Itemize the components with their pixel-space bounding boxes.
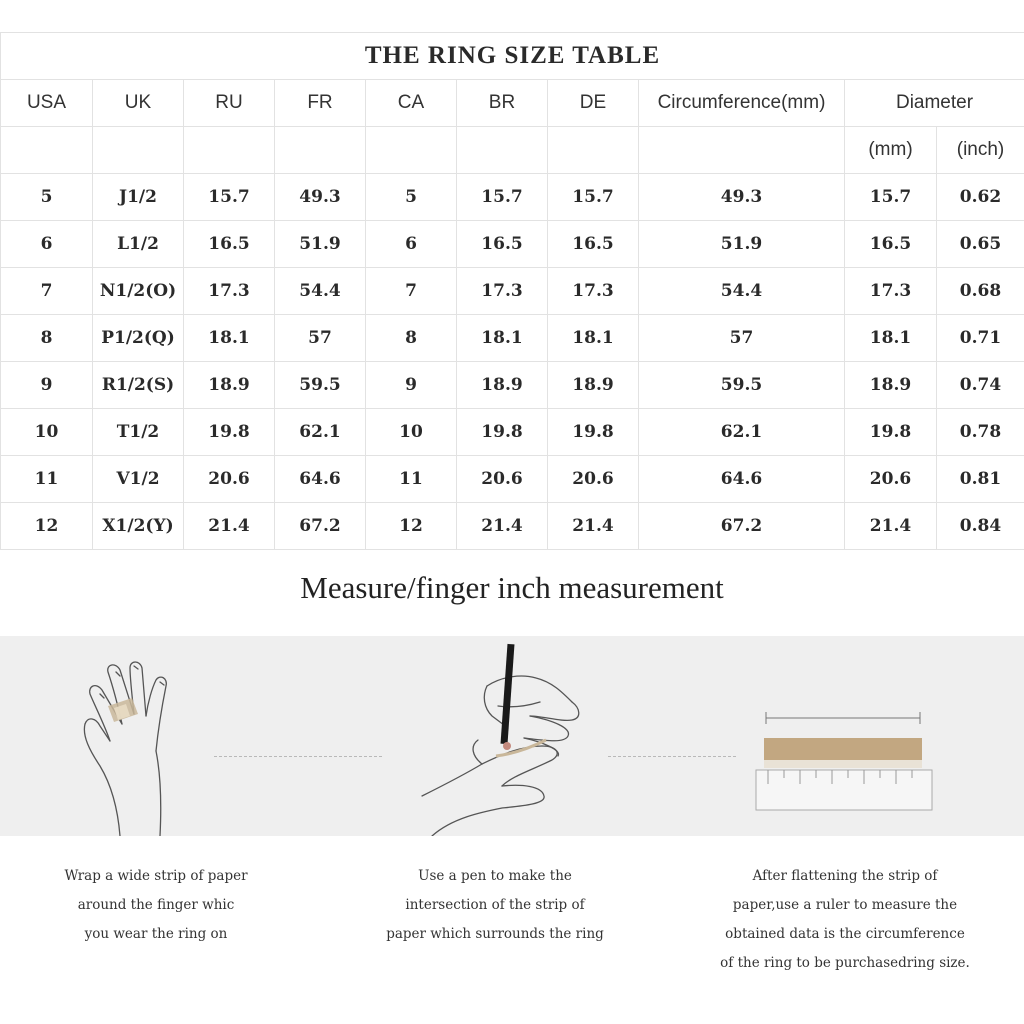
empty-cell — [366, 127, 457, 174]
header-ru: RU — [184, 80, 275, 127]
table-cell: 64.6 — [275, 456, 366, 503]
table-cell: 0.81 — [937, 456, 1024, 503]
table-cell: 19.8 — [845, 409, 937, 456]
table-row — [1, 268, 1024, 315]
table-cell: 12 — [1, 503, 93, 550]
table-cell: 18.9 — [845, 362, 937, 409]
table-cell: 8 — [1, 315, 93, 362]
table-cell: 18.9 — [548, 362, 639, 409]
table-cell: 0.71 — [937, 315, 1024, 362]
diameter-unit-inch: (inch) — [937, 127, 1024, 174]
caption-line: Wrap a wide strip of paper — [64, 868, 248, 884]
table-cell: 20.6 — [845, 456, 937, 503]
header-uk: UK — [93, 80, 184, 127]
caption-line: around the finger whic — [77, 897, 235, 913]
table-cell: 0.62 — [937, 174, 1024, 221]
table-cell: 16.5 — [548, 221, 639, 268]
table-cell: 16.5 — [845, 221, 937, 268]
header-fr: FR — [275, 80, 366, 127]
table-cell: 19.8 — [457, 409, 548, 456]
step-3-caption — [695, 862, 995, 978]
table-cell: 9 — [366, 362, 457, 409]
table-cell: 15.7 — [184, 174, 275, 221]
header-usa: USA — [1, 80, 93, 127]
table-cell: 59.5 — [639, 362, 845, 409]
step-divider — [608, 756, 736, 757]
table-cell: 57 — [639, 315, 845, 362]
step-1-caption — [6, 862, 306, 949]
table-cell: 21.4 — [548, 503, 639, 550]
table-cell: 19.8 — [184, 409, 275, 456]
table-row — [1, 174, 1024, 221]
table-cell: 21.4 — [845, 503, 937, 550]
table-cell: 54.4 — [639, 268, 845, 315]
table-cell: 59.5 — [275, 362, 366, 409]
table-cell: X1/2(Y) — [93, 503, 184, 550]
hand-wrap-paper-icon — [60, 636, 220, 836]
table-cell: 15.7 — [457, 174, 548, 221]
header-diameter: Diameter — [845, 80, 1024, 127]
table-cell: 18.9 — [184, 362, 275, 409]
table-cell: 54.4 — [275, 268, 366, 315]
table-cell: 0.84 — [937, 503, 1024, 550]
caption-line: intersection of the strip of — [405, 897, 585, 913]
caption-line: After flattening the strip of — [752, 868, 938, 884]
table-cell: 0.68 — [937, 268, 1024, 315]
table-cell: 16.5 — [184, 221, 275, 268]
table-cell: 15.7 — [548, 174, 639, 221]
caption-line: paper,use a ruler to measure the — [732, 897, 958, 913]
table-cell: 20.6 — [184, 456, 275, 503]
table-cell: 10 — [1, 409, 93, 456]
caption-line: Use a pen to make the — [418, 868, 572, 884]
step-divider — [214, 756, 382, 757]
caption-line: you wear the ring on — [84, 926, 228, 942]
table-cell: 17.3 — [845, 268, 937, 315]
table-cell: 67.2 — [275, 503, 366, 550]
table-cell: 7 — [366, 268, 457, 315]
table-cell: 17.3 — [457, 268, 548, 315]
table-cell: 12 — [366, 503, 457, 550]
table-cell: 0.74 — [937, 362, 1024, 409]
table-cell: 64.6 — [639, 456, 845, 503]
table-cell: 15.7 — [845, 174, 937, 221]
table-cell: 6 — [1, 221, 93, 268]
table-cell: 8 — [366, 315, 457, 362]
caption-line: of the ring to be purchasedring size. — [720, 955, 970, 971]
table-cell: V1/2 — [93, 456, 184, 503]
table-cell: 0.65 — [937, 221, 1024, 268]
table-cell: 21.4 — [457, 503, 548, 550]
caption-line: paper which surrounds the ring — [386, 926, 604, 942]
empty-cell — [184, 127, 275, 174]
table-cell: R1/2(S) — [93, 362, 184, 409]
table-cell: 18.1 — [845, 315, 937, 362]
table-cell: 21.4 — [184, 503, 275, 550]
empty-cell — [639, 127, 845, 174]
table-cell: 9 — [1, 362, 93, 409]
table-cell: 11 — [1, 456, 93, 503]
table-cell: P1/2(Q) — [93, 315, 184, 362]
table-cell: 11 — [366, 456, 457, 503]
table-row — [1, 456, 1024, 503]
table-cell: 16.5 — [457, 221, 548, 268]
table-cell: 18.1 — [184, 315, 275, 362]
diameter-unit-mm: (mm) — [845, 127, 937, 174]
table-cell: 7 — [1, 268, 93, 315]
pen-mark-hand-icon — [412, 636, 612, 836]
table-cell: 51.9 — [639, 221, 845, 268]
table-cell: 19.8 — [548, 409, 639, 456]
table-row — [1, 362, 1024, 409]
table-cell: 49.3 — [639, 174, 845, 221]
table-row — [1, 221, 1024, 268]
table-cell: 20.6 — [457, 456, 548, 503]
table-cell: 51.9 — [275, 221, 366, 268]
table-cell: T1/2 — [93, 409, 184, 456]
table-title: THE RING SIZE TABLE — [1, 33, 1024, 80]
empty-cell — [275, 127, 366, 174]
table-cell: 62.1 — [639, 409, 845, 456]
table-cell: 0.78 — [937, 409, 1024, 456]
table-cell: 62.1 — [275, 409, 366, 456]
table-cell: 5 — [366, 174, 457, 221]
table-cell: 6 — [366, 221, 457, 268]
table-cell: 18.9 — [457, 362, 548, 409]
table-cell: 5 — [1, 174, 93, 221]
table-row — [1, 409, 1024, 456]
ruler-strip-icon — [736, 636, 1024, 836]
header-ca: CA — [366, 80, 457, 127]
table-cell: 17.3 — [548, 268, 639, 315]
header-br: BR — [457, 80, 548, 127]
table-cell: N1/2(O) — [93, 268, 184, 315]
empty-cell — [1, 127, 93, 174]
header-de: DE — [548, 80, 639, 127]
table-cell: 10 — [366, 409, 457, 456]
caption-line: obtained data is the circumference — [725, 926, 965, 942]
measure-section-title: Measure/finger inch measurement — [300, 570, 724, 605]
empty-cell — [548, 127, 639, 174]
empty-cell — [457, 127, 548, 174]
table-row — [1, 503, 1024, 550]
table-cell: 57 — [275, 315, 366, 362]
step-2-caption — [345, 862, 645, 949]
table-cell: J1/2 — [93, 174, 184, 221]
table-cell: 49.3 — [275, 174, 366, 221]
table-row — [1, 315, 1024, 362]
table-cell: 18.1 — [548, 315, 639, 362]
table-cell: 20.6 — [548, 456, 639, 503]
table-cell: 18.1 — [457, 315, 548, 362]
table-cell: 67.2 — [639, 503, 845, 550]
ring-size-table-container — [0, 32, 1024, 550]
ring-size-table — [0, 32, 1024, 550]
empty-cell — [93, 127, 184, 174]
header-circumference: Circumference(mm) — [639, 80, 845, 127]
table-cell: L1/2 — [93, 221, 184, 268]
table-cell: 17.3 — [184, 268, 275, 315]
